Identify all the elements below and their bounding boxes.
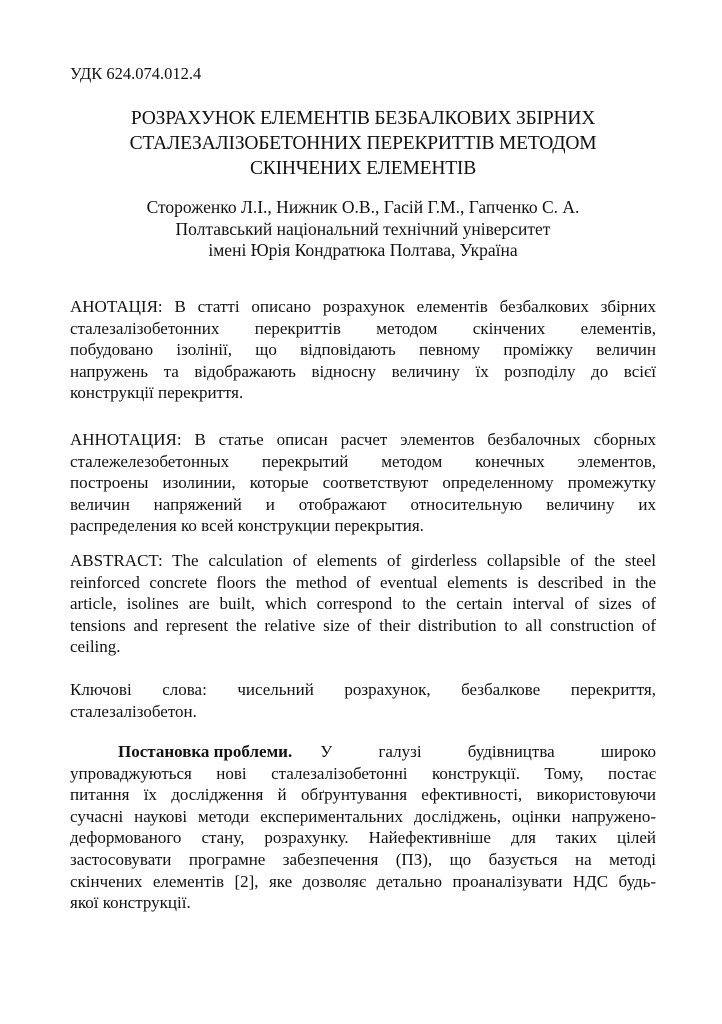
text-line: питання їх дослідження й обґрунтування ефективності, використовуючи <box>70 785 656 805</box>
title-line: СТАЛЕЗАЛІЗОБЕТОННИХ ПЕРЕКРИТТІВ МЕТОДОМ <box>129 133 597 154</box>
text-line: построены изолинии, которые соответствуют определенному промежутку <box>70 473 656 493</box>
text-line: напружень та відображають відносну величину їх розподілу до всієї <box>70 361 656 381</box>
text-line: сталезалізобетонних перекриттів методом скінчених елементів, <box>70 318 656 338</box>
affiliation-line: імені Юрія Кондратюка Полтава, Україна <box>208 240 518 260</box>
text-line: reinforced concrete floors the method of eventual elements is described in the <box>70 572 656 592</box>
article-title <box>70 106 656 181</box>
section-heading: Постановка проблеми. <box>118 742 293 761</box>
text-line: застосовувати програмне забезпечення (ПЗ), що базується на методі <box>70 849 656 869</box>
text-line: сучасні наукові методи експериментальних досліджень, оцінки напружено- <box>70 806 656 826</box>
text-line: величин напряжений и отображают относительную величину их <box>70 494 656 514</box>
text-line: упроваджуються нові сталезалізобетонні конструкції. Тому, постає <box>70 763 656 783</box>
author-list: Стороженко Л.І., Нижник О.В., Гасій Г.М., Гапченко С. А. <box>146 197 580 217</box>
text-line: якої конструкції. <box>70 893 191 913</box>
abstract-ukrainian <box>70 296 656 404</box>
problem-statement <box>70 741 656 914</box>
abstract-english <box>70 550 656 658</box>
keywords <box>70 679 656 722</box>
text-line: деформованого стану, розрахунку. Найефективніше для таких цілей <box>70 828 656 848</box>
text-line: АННОТАЦИЯ: В статье описан расчет элементов безбалочных сборных <box>70 430 656 449</box>
authors-block <box>70 197 656 262</box>
text-line: ABSTRACT: The calculation of elements of girderless collapsible of the steel <box>70 551 656 570</box>
text-line: tensions and represent the relative size of their distribution to all construction of <box>70 615 656 635</box>
udk-code: УДК 624.074.012.4 <box>70 64 202 83</box>
text-line: побудовано ізолінії, що відповідають певному проміжку величин <box>70 340 656 360</box>
text-line: Ключові слова: чисельний розрахунок, безбалкове перекриття, <box>70 680 656 699</box>
title-line: СКІНЧЕНИХ ЕЛЕМЕНТІВ <box>249 158 477 179</box>
text-line: распределения ко всей конструкции перекрытия. <box>70 516 424 536</box>
first-line-rest: У галузі будівництва широко <box>320 742 656 761</box>
text-line: ceiling. <box>70 637 121 657</box>
title-line: РОЗРАХУНОК ЕЛЕМЕНТІВ БЕЗБАЛКОВИХ ЗБІРНИХ <box>130 108 596 129</box>
text-line: конструкції перекриття. <box>70 383 244 403</box>
abstract-russian <box>70 429 656 537</box>
first-line <box>70 741 656 763</box>
text-line: скінчених елементів [2], яке дозволяє детально проаналізувати НДС будь- <box>70 871 656 891</box>
text-line: article, isolines are built, which correspond to the certain interval of sizes of <box>70 594 656 614</box>
text-line: сталезалізобетон. <box>70 701 197 721</box>
text-line: АНОТАЦІЯ: В статті описано розрахунок елементів безбалкових збірних <box>70 297 656 316</box>
affiliation-line: Полтавський національний технічний університет <box>175 218 551 239</box>
text-line: сталежелезобетонных перекрытий методом конечных элементов, <box>70 451 656 471</box>
